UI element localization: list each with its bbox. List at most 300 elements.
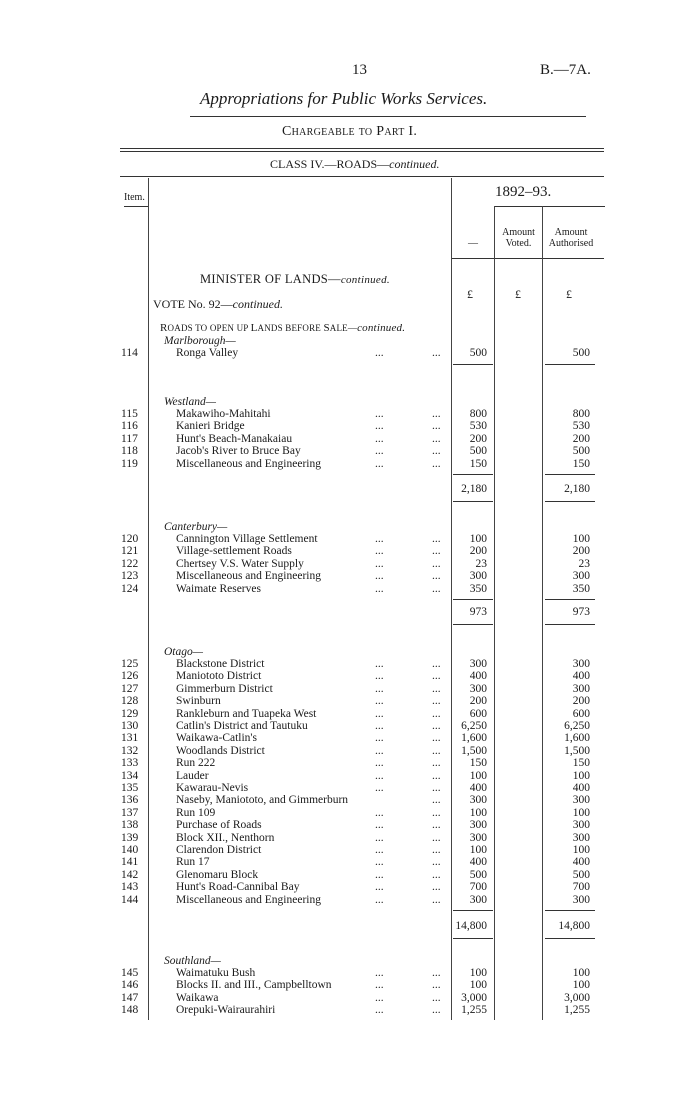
amount-authorised-value: 6,250	[564, 720, 590, 732]
item-name: Blocks II. and III., Campbelltown	[176, 979, 332, 992]
item-name: Jacob's River to Bruce Bay	[176, 445, 301, 458]
amount-value: 100	[469, 844, 487, 856]
leader-dots: ...	[375, 769, 384, 782]
vote-main: VOTE No. 92—	[153, 297, 233, 311]
item-number: 120	[121, 533, 139, 545]
item-name: Swinburn	[176, 695, 221, 708]
roads-text2: ANDS BEFORE	[257, 323, 324, 333]
table-row	[0, 420, 700, 433]
region-heading: Otago—	[164, 646, 203, 658]
item-name: Purchase of Roads	[176, 819, 262, 832]
table-row	[0, 347, 700, 360]
rule	[452, 258, 604, 259]
table-row	[0, 570, 700, 583]
rule	[453, 599, 493, 600]
table-row	[0, 720, 700, 733]
item-name: Woodlands District	[176, 744, 265, 757]
rule	[495, 206, 605, 207]
item-name: Lauder	[176, 769, 209, 782]
amount-value: 300	[469, 893, 487, 906]
section-total: 14,800	[455, 920, 487, 932]
table-row	[0, 658, 700, 671]
table-row	[0, 979, 700, 992]
item-number: 146	[121, 979, 139, 992]
item-number: 139	[121, 831, 139, 844]
amount-authorised-line1: Amount	[554, 227, 588, 238]
item-number: 133	[121, 757, 139, 770]
leader-dots: ...	[432, 347, 441, 359]
item-name: Miscellaneous and Engineering	[176, 457, 321, 470]
leader-dots: ...	[432, 432, 441, 445]
leader-dots: ...	[432, 457, 441, 470]
leader-dots: ...	[375, 533, 384, 545]
rule	[190, 116, 586, 117]
amount-authorised-line2: Authorised	[548, 238, 594, 249]
section-total-authorised: 973	[572, 606, 590, 618]
amount-authorised-value: 1,500	[564, 744, 590, 757]
amount-authorised-value: 300	[572, 794, 590, 807]
leader-dots: ...	[375, 347, 384, 359]
amount-authorised-value: 300	[572, 682, 590, 695]
leader-dots: ...	[375, 432, 384, 445]
table-row	[0, 856, 700, 869]
item-name: Gimmerburn District	[176, 682, 273, 695]
amount-value: 300	[469, 819, 487, 832]
amount-value: 6,250	[461, 720, 487, 732]
item-name: Waikawa	[176, 991, 219, 1004]
item-number: 114	[121, 347, 138, 359]
amount-value: 350	[469, 582, 487, 595]
table-row	[0, 445, 700, 458]
amount-authorised-value: 800	[572, 408, 590, 420]
leader-dots: ...	[375, 819, 384, 832]
leader-dots: ...	[432, 856, 441, 869]
amount-value: 300	[469, 831, 487, 844]
leader-dots: ...	[375, 806, 384, 819]
item-number: 135	[121, 782, 139, 794]
leader-dots: ...	[375, 582, 384, 595]
chargeable-heading	[282, 124, 417, 140]
rule	[453, 938, 493, 939]
item-number: 145	[121, 967, 139, 979]
amount-value: 300	[469, 658, 487, 670]
leader-dots: ...	[432, 732, 441, 745]
leader-dots: ...	[375, 570, 384, 583]
table-row	[0, 545, 700, 558]
leader-dots: ...	[432, 757, 441, 770]
leader-dots: ...	[432, 545, 441, 558]
leader-dots: ...	[432, 967, 441, 979]
region-heading: Southland—	[164, 955, 221, 967]
amount-value: 400	[469, 670, 487, 683]
table-row	[0, 533, 700, 546]
amount-value: 400	[469, 782, 487, 794]
section-total-authorised: 2,180	[564, 483, 590, 495]
leader-dots: ...	[375, 893, 384, 906]
year-header: 1892–93.	[495, 184, 552, 200]
amount-authorised-value: 300	[572, 893, 590, 906]
amount-value: 100	[469, 769, 487, 782]
amount-value: 100	[469, 533, 487, 545]
item-number: 117	[121, 432, 138, 445]
item-number: 124	[121, 582, 139, 595]
leader-dots: ...	[375, 831, 384, 844]
item-column-header: Item.	[124, 192, 145, 203]
leader-dots: ...	[375, 720, 384, 732]
item-name: Blackstone District	[176, 658, 265, 670]
leader-dots: ...	[375, 445, 384, 458]
item-name: Hunt's Road-Cannibal Bay	[176, 881, 300, 894]
table-row	[0, 670, 700, 683]
table-row	[0, 433, 700, 446]
amount-authorised-value: 100	[572, 806, 590, 819]
table-row	[0, 794, 700, 807]
amount-authorised-value: 350	[572, 582, 590, 595]
amount-authorised-value: 3,000	[564, 991, 590, 1004]
leader-dots: ...	[432, 533, 441, 545]
rule	[453, 624, 493, 625]
section-total-authorised: 14,800	[558, 920, 590, 932]
rule	[545, 910, 595, 911]
page-title: Appropriations for Public Works Services.	[200, 89, 488, 108]
amount-authorised-header	[543, 227, 599, 249]
class-continued: continued.	[389, 157, 440, 171]
rule	[545, 474, 595, 475]
table-row	[0, 1004, 700, 1017]
roads-continued: continued.	[357, 322, 406, 334]
leader-dots: ...	[375, 420, 384, 433]
class-heading	[270, 157, 439, 172]
amount-authorised-value: 23	[578, 557, 590, 570]
rule	[453, 501, 493, 502]
item-number: 116	[121, 420, 138, 433]
item-name: Run 222	[176, 757, 216, 770]
table-row	[0, 683, 700, 696]
item-name: Waimatuku Bush	[176, 967, 256, 979]
roads-text3: ALE—	[329, 323, 358, 333]
leader-dots: ...	[375, 881, 384, 894]
amount-value: 300	[469, 682, 487, 695]
item-name: Waimate Reserves	[176, 582, 261, 595]
leader-dots: ...	[375, 682, 384, 695]
amount-value: 150	[469, 457, 487, 470]
amount-value: 100	[469, 967, 487, 979]
amount-authorised-value: 600	[572, 707, 590, 720]
item-name: Block XII., Nenthorn	[176, 831, 275, 844]
table-row	[0, 458, 700, 471]
table-row	[0, 408, 700, 421]
rule	[545, 938, 595, 939]
table-row	[0, 881, 700, 894]
item-name: Hunt's Beach-Manakaiau	[176, 432, 293, 445]
leader-dots: ...	[375, 868, 384, 881]
item-name: Kanieri Bridge	[176, 420, 245, 433]
leader-dots: ...	[432, 1004, 441, 1017]
amount-voted-line2: Voted.	[505, 238, 532, 249]
item-name: Maniototo District	[176, 670, 262, 683]
rule	[453, 474, 493, 475]
leader-dots: ...	[432, 782, 441, 794]
table-row	[0, 869, 700, 882]
pound-sign: £	[515, 287, 521, 301]
table-row	[0, 807, 700, 820]
amount-voted-header	[495, 227, 542, 249]
leader-dots: ...	[432, 707, 441, 720]
rule	[545, 599, 595, 600]
item-number: 128	[121, 695, 139, 708]
leader-dots: ...	[432, 695, 441, 708]
section-total: 973	[469, 606, 487, 618]
table-row	[0, 757, 700, 770]
amount-value: 500	[469, 347, 487, 359]
amount-authorised-value: 200	[572, 545, 590, 558]
item-number: 119	[121, 457, 138, 470]
leader-dots: ...	[432, 582, 441, 595]
leader-dots: ...	[432, 682, 441, 695]
minister-continued: continued.	[340, 274, 390, 286]
roads-heading	[160, 322, 405, 334]
amount-value: 200	[469, 545, 487, 558]
leader-dots: ...	[432, 445, 441, 458]
leader-dots: ...	[432, 979, 441, 992]
leader-dots: ...	[375, 670, 384, 683]
item-name: Ronga Valley	[176, 347, 239, 359]
amount-authorised-value: 200	[572, 695, 590, 708]
amount-value: 200	[469, 432, 487, 445]
leader-dots: ...	[375, 707, 384, 720]
class-main: CLASS IV.—ROADS—	[270, 157, 390, 171]
amount-value: 23	[475, 557, 487, 570]
amount-authorised-value: 1,600	[564, 732, 590, 745]
amount-value: 1,255	[461, 1004, 487, 1017]
amount-value: 100	[469, 806, 487, 819]
item-name: Chertsey V.S. Water Supply	[176, 557, 304, 570]
amount-authorised-value: 100	[572, 979, 590, 992]
vote-continued: continued.	[232, 297, 283, 311]
leader-dots: ...	[375, 557, 384, 570]
item-name: Waikawa-Catlin's	[176, 732, 257, 745]
item-name: Kawarau-Nevis	[176, 782, 249, 794]
table-row	[0, 992, 700, 1005]
item-name: Cannington Village Settlement	[176, 533, 318, 545]
item-number: 126	[121, 670, 139, 683]
leader-dots: ...	[432, 658, 441, 670]
item-name: Glenomaru Block	[176, 868, 259, 881]
leader-dots: ...	[375, 732, 384, 745]
table-row	[0, 844, 700, 857]
roads-l: L	[250, 322, 258, 334]
leader-dots: ...	[375, 856, 384, 869]
amount-authorised-value: 150	[572, 457, 590, 470]
item-number: 115	[121, 408, 138, 420]
amount-authorised-value: 300	[572, 570, 590, 583]
amount-authorised-value: 500	[572, 445, 590, 458]
region-heading: Westland—	[164, 396, 216, 408]
rule	[545, 364, 595, 365]
table-row	[0, 708, 700, 721]
leader-dots: ...	[375, 967, 384, 979]
leader-dots: ...	[375, 1004, 384, 1017]
amount-authorised-value: 300	[572, 658, 590, 670]
amount-value: 100	[469, 979, 487, 992]
rule	[545, 624, 595, 625]
leader-dots: ...	[375, 979, 384, 992]
item-number: 138	[121, 819, 139, 832]
table-row	[0, 732, 700, 745]
item-number: 143	[121, 881, 139, 894]
amount-authorised-value: 100	[572, 533, 590, 545]
amount-value: 500	[469, 868, 487, 881]
amount-authorised-value: 100	[572, 844, 590, 856]
leader-dots: ...	[432, 570, 441, 583]
table-row	[0, 819, 700, 832]
table-row	[0, 558, 700, 571]
item-name: Run 109	[176, 806, 216, 819]
amount-value: 600	[469, 707, 487, 720]
item-number: 147	[121, 991, 139, 1004]
leader-dots: ...	[375, 744, 384, 757]
item-number: 130	[121, 720, 139, 732]
amount-authorised-value: 100	[572, 769, 590, 782]
table-row	[0, 695, 700, 708]
leader-dots: ...	[375, 991, 384, 1004]
item-number: 136	[121, 794, 139, 807]
region-heading: Canterbury—	[164, 521, 228, 533]
item-number: 132	[121, 744, 139, 757]
leader-dots: ...	[375, 782, 384, 794]
amount-authorised-value: 400	[572, 856, 590, 869]
rule	[545, 501, 595, 502]
table-row	[0, 770, 700, 783]
amount-value: 400	[469, 856, 487, 869]
amount-value: 3,000	[461, 991, 487, 1004]
amount-authorised-value: 200	[572, 432, 590, 445]
rule	[120, 176, 604, 177]
amount-voted-line1: Amount	[502, 227, 535, 238]
leader-dots: ...	[432, 831, 441, 844]
amount-authorised-value: 300	[572, 831, 590, 844]
leader-dots: ...	[432, 769, 441, 782]
item-name: Naseby, Maniototo, and Gimmerburn	[176, 794, 349, 807]
minister-main: MINISTER OF LANDS—	[200, 272, 341, 286]
leader-dots: ...	[432, 557, 441, 570]
amount-authorised-value: 150	[572, 757, 590, 770]
item-name: Miscellaneous and Engineering	[176, 893, 321, 906]
item-number: 144	[121, 893, 139, 906]
leader-dots: ...	[432, 893, 441, 906]
item-number: 137	[121, 806, 139, 819]
item-name: Village-settlement Roads	[176, 545, 292, 558]
amount-value: 300	[469, 570, 487, 583]
leader-dots: ...	[375, 757, 384, 770]
item-number: 142	[121, 868, 139, 881]
amount-authorised-value: 500	[572, 868, 590, 881]
item-name: Run 17	[176, 856, 210, 869]
leader-dots: ...	[375, 658, 384, 670]
leader-dots: ...	[432, 744, 441, 757]
item-number: 134	[121, 769, 139, 782]
amount-value: 300	[469, 794, 487, 807]
table-row	[0, 894, 700, 907]
leader-dots: ...	[432, 806, 441, 819]
table-row	[0, 745, 700, 758]
item-number: 148	[121, 1004, 139, 1017]
amount-value: 500	[469, 445, 487, 458]
table-row	[0, 782, 700, 795]
rule	[124, 206, 148, 207]
leader-dots: ...	[375, 695, 384, 708]
leader-dots: ...	[375, 408, 384, 420]
item-name: Clarendon District	[176, 844, 262, 856]
item-number: 122	[121, 557, 139, 570]
item-name: Miscellaneous and Engineering	[176, 570, 321, 583]
amount-value: 800	[469, 408, 487, 420]
amount-authorised-value: 1,255	[564, 1004, 590, 1017]
item-name: Makawiho-Mahitahi	[176, 408, 271, 420]
amount-value: 700	[469, 881, 487, 894]
item-name: Catlin's District and Tautuku	[176, 720, 308, 732]
leader-dots: ...	[432, 720, 441, 732]
amount-authorised-value: 300	[572, 819, 590, 832]
amount-authorised-value: 700	[572, 881, 590, 894]
item-number: 127	[121, 682, 139, 695]
leader-dots: ...	[432, 420, 441, 433]
amount-value: 150	[469, 757, 487, 770]
amount-value: 1,600	[461, 732, 487, 745]
document-reference: B.—7A.	[540, 62, 591, 78]
pound-sign: £	[467, 287, 473, 301]
leader-dots: ...	[432, 794, 441, 807]
rule	[120, 151, 604, 152]
item-number: 121	[121, 545, 139, 558]
leader-dots: ...	[432, 844, 441, 856]
item-number: 140	[121, 844, 139, 856]
leader-dots: ...	[432, 819, 441, 832]
leader-dots: ...	[432, 408, 441, 420]
roads-r: R	[160, 322, 168, 334]
minister-heading	[200, 272, 390, 287]
vote-heading	[153, 297, 283, 312]
region-heading: Marlborough—	[164, 335, 236, 347]
item-number: 129	[121, 707, 139, 720]
amount-value: 530	[469, 420, 487, 433]
item-name: Orepuki-Wairaurahiri	[176, 1004, 276, 1017]
amount-authorised-value: 530	[572, 420, 590, 433]
leader-dots: ...	[375, 457, 384, 470]
page-number: 13	[352, 62, 367, 78]
leader-dots: ...	[432, 670, 441, 683]
item-number: 125	[121, 658, 139, 670]
pound-sign: £	[566, 287, 572, 301]
item-number: 131	[121, 732, 139, 745]
amount-authorised-value: 400	[572, 670, 590, 683]
roads-s: S	[323, 322, 330, 334]
rule	[453, 910, 493, 911]
leader-dots: ...	[375, 545, 384, 558]
column-header-dash: —	[468, 238, 478, 249]
leader-dots: ...	[432, 991, 441, 1004]
item-number: 118	[121, 445, 138, 458]
table-row	[0, 583, 700, 596]
amount-authorised-value: 500	[572, 347, 590, 359]
leader-dots: ...	[432, 881, 441, 894]
section-total: 2,180	[461, 483, 487, 495]
amount-value: 1,500	[461, 744, 487, 757]
leader-dots: ...	[432, 868, 441, 881]
table-row	[0, 832, 700, 845]
table-row	[0, 967, 700, 980]
rule	[120, 148, 604, 149]
